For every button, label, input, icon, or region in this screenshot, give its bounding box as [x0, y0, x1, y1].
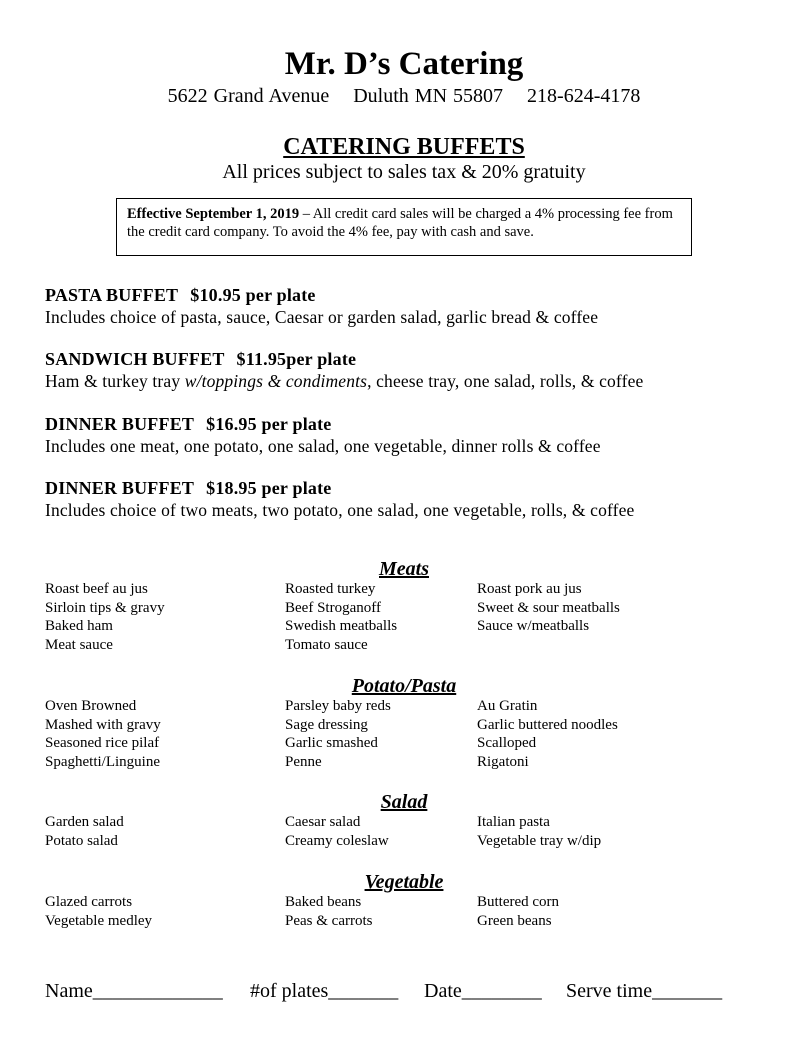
- list-row: [45, 893, 765, 912]
- address-street: 5622 Grand Avenue: [167, 85, 330, 107]
- buffet-description: Includes one meat, one potato, one salad, one vegetable, dinner rolls & coffee: [45, 436, 601, 456]
- section-title: CATERING BUFFETS: [283, 134, 525, 160]
- list-item: Meat sauce: [45, 636, 113, 653]
- buffet-name: PASTA BUFFET: [45, 285, 179, 305]
- list-row: [45, 912, 765, 931]
- notice-text: – All credit card sales will be charged a 4% processing fee from the credit card company. To avoid the 4% fee, pay with cash and save.: [127, 206, 673, 240]
- list-item: Penne: [285, 753, 322, 770]
- list-row: [45, 813, 765, 832]
- buffet-sandwich: [45, 348, 765, 392]
- description-part: Ham & turkey tray: [45, 371, 185, 391]
- potato-pasta-heading: Potato/Pasta: [351, 675, 457, 697]
- buffet-dinner-1895: [45, 477, 765, 521]
- buffet-heading: [45, 413, 765, 435]
- list-item: Garlic smashed: [285, 735, 378, 751]
- description-italic-part: w/toppings & condiments: [184, 371, 368, 391]
- list-item: Parsley baby reds: [285, 698, 391, 714]
- buffet-description: Includes choice of pasta, sauce, Caesar or garden salad, garlic bread & coffee: [45, 307, 599, 327]
- salad-list: [45, 813, 765, 850]
- buffet-price: $10.95 per plate: [190, 285, 316, 305]
- buffet-price: $11.95per plate: [236, 349, 357, 369]
- notice-effective-date: Effective September 1, 2019: [127, 206, 300, 222]
- list-row: [45, 832, 765, 851]
- salad-heading: Salad: [380, 791, 428, 813]
- list-item: Swedish meatballs: [285, 618, 398, 634]
- list-row: [45, 636, 765, 655]
- list-item: Creamy coleslaw: [285, 832, 389, 849]
- list-item: Italian pasta: [477, 814, 550, 830]
- list-item: Vegetable tray w/dip: [477, 832, 602, 849]
- meats-heading: Meats: [379, 558, 429, 580]
- list-item: Au Gratin: [477, 698, 538, 714]
- list-item: Sweet & sour meatballs: [477, 599, 620, 616]
- list-item: Green beans: [477, 912, 552, 929]
- list-item: Scalloped: [477, 735, 537, 751]
- list-item: Baked ham: [45, 618, 113, 634]
- business-address: [0, 84, 808, 108]
- list-item: Oven Browned: [45, 698, 137, 714]
- buffet-name: DINNER BUFFET: [45, 478, 195, 498]
- list-item: Roast pork au jus: [477, 581, 582, 597]
- list-item: Vegetable medley: [45, 912, 153, 929]
- address-city: Duluth MN 55807: [353, 85, 504, 107]
- list-row: [45, 580, 765, 599]
- list-item: Garlic buttered noodles: [477, 716, 618, 733]
- business-name: Mr. D’s Catering: [284, 46, 524, 82]
- name-field[interactable]: Name_____________: [45, 980, 223, 1002]
- list-row: [45, 617, 765, 636]
- buffet-heading: [45, 284, 765, 306]
- list-item: Potato salad: [45, 832, 118, 849]
- list-item: Mashed with gravy: [45, 716, 161, 733]
- list-item: Garden salad: [45, 814, 124, 830]
- list-item: Baked beans: [285, 894, 362, 910]
- plates-field[interactable]: #of plates_______: [250, 980, 399, 1002]
- buffet-description: [45, 370, 765, 392]
- list-item: Sauce w/meatballs: [477, 618, 590, 634]
- list-item: Spaghetti/Linguine: [45, 753, 160, 770]
- list-item: Seasoned rice pilaf: [45, 735, 160, 751]
- description-part: , cheese tray, one salad, rolls, & coffee: [367, 371, 644, 391]
- potato-pasta-list: [45, 697, 765, 771]
- list-row: [45, 753, 765, 772]
- buffet-price: $16.95 per plate: [206, 414, 332, 434]
- serve-time-field[interactable]: Serve time_______: [566, 980, 723, 1002]
- vegetable-heading: Vegetable: [364, 871, 444, 893]
- date-field[interactable]: Date________: [424, 980, 542, 1002]
- list-row: [45, 734, 765, 753]
- buffet-description: Includes choice of two meats, two potato, one salad, one vegetable, rolls, & coffee: [45, 500, 635, 520]
- buffet-dinner-1695: [45, 413, 765, 457]
- list-item: Buttered corn: [477, 894, 560, 910]
- buffet-price: $18.95 per plate: [206, 478, 332, 498]
- list-row: [45, 599, 765, 618]
- list-item: Roast beef au jus: [45, 581, 148, 597]
- list-item: Glazed carrots: [45, 894, 133, 910]
- vegetable-list: [45, 893, 765, 930]
- list-row: [45, 716, 765, 735]
- credit-card-notice: [116, 198, 692, 256]
- list-item: Sage dressing: [285, 716, 368, 733]
- list-item: Tomato sauce: [285, 636, 368, 653]
- list-row: [45, 697, 765, 716]
- buffet-pasta: [45, 284, 765, 328]
- buffet-heading: [45, 477, 765, 499]
- list-item: Sirloin tips & gravy: [45, 599, 165, 616]
- list-item: Roasted turkey: [285, 581, 376, 597]
- section-subtitle: All prices subject to sales tax & 20% gratuity: [222, 161, 586, 183]
- phone-number: 218-624-4178: [527, 85, 641, 107]
- buffet-heading: [45, 348, 765, 370]
- buffet-name: SANDWICH BUFFET: [45, 349, 225, 369]
- list-item: Caesar salad: [285, 814, 361, 830]
- buffet-name: DINNER BUFFET: [45, 414, 195, 434]
- list-item: Rigatoni: [477, 753, 529, 770]
- list-item: Peas & carrots: [285, 912, 373, 929]
- list-item: Beef Stroganoff: [285, 599, 381, 616]
- meats-list: [45, 580, 765, 654]
